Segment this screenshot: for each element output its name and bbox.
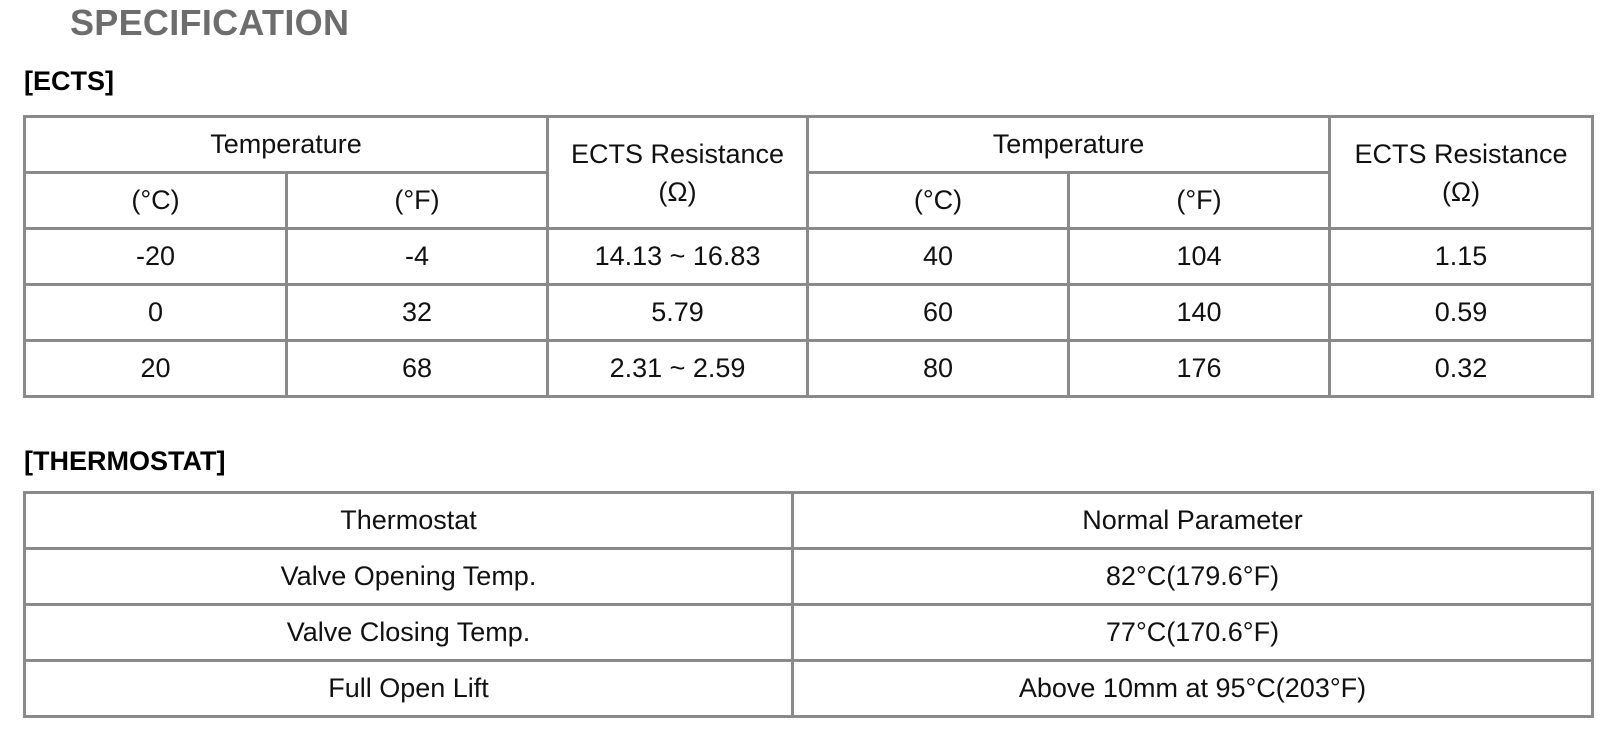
thermostat-section-title: [THERMOSTAT] bbox=[24, 446, 226, 476]
ects-unit-c-left: (°C) bbox=[25, 173, 287, 229]
thermostat-header-row bbox=[25, 493, 1593, 549]
ects-table bbox=[23, 115, 1594, 398]
table-row bbox=[25, 341, 1593, 397]
ects-header-resistance-left: ECTS Resistance (Ω) bbox=[548, 117, 808, 229]
ects-section-title: [ECTS] bbox=[24, 66, 114, 96]
page-title: SPECIFICATION bbox=[70, 2, 350, 43]
thermostat-value: 82°C(179.6°F) bbox=[793, 549, 1593, 605]
thermostat-value: Above 10mm at 95°C(203°F) bbox=[793, 661, 1593, 717]
thermostat-item: Full Open Lift bbox=[25, 661, 793, 717]
ects-cell-f2: 104 bbox=[1069, 229, 1330, 285]
thermostat-header-value: Normal Parameter bbox=[793, 493, 1593, 549]
thermostat-item: Valve Opening Temp. bbox=[25, 549, 793, 605]
ects-unit-f-right: (°F) bbox=[1069, 173, 1330, 229]
ects-header-resistance-right: ECTS Resistance (Ω) bbox=[1330, 117, 1593, 229]
table-row bbox=[25, 661, 1593, 717]
table-row bbox=[25, 549, 1593, 605]
ects-cell-r2: 1.15 bbox=[1330, 229, 1593, 285]
ects-cell-c1: -20 bbox=[25, 229, 287, 285]
ects-cell-c2: 40 bbox=[808, 229, 1069, 285]
ects-cell-f2: 176 bbox=[1069, 341, 1330, 397]
ects-cell-c2: 60 bbox=[808, 285, 1069, 341]
ects-header-row bbox=[25, 117, 1593, 173]
table-row bbox=[25, 285, 1593, 341]
ects-cell-f2: 140 bbox=[1069, 285, 1330, 341]
table-row bbox=[25, 605, 1593, 661]
table-row bbox=[25, 229, 1593, 285]
thermostat-value: 77°C(170.6°F) bbox=[793, 605, 1593, 661]
ects-header-temperature-left: Temperature bbox=[25, 117, 548, 173]
ects-cell-r1: 2.31 ~ 2.59 bbox=[548, 341, 808, 397]
ects-cell-r2: 0.59 bbox=[1330, 285, 1593, 341]
ects-cell-c1: 0 bbox=[25, 285, 287, 341]
ects-header-temperature-right: Temperature bbox=[808, 117, 1330, 173]
ects-cell-f1: 68 bbox=[287, 341, 548, 397]
thermostat-table bbox=[23, 491, 1594, 718]
thermostat-header-item: Thermostat bbox=[25, 493, 793, 549]
ects-cell-r1: 14.13 ~ 16.83 bbox=[548, 229, 808, 285]
ects-cell-r2: 0.32 bbox=[1330, 341, 1593, 397]
ects-cell-c1: 20 bbox=[25, 341, 287, 397]
ects-unit-f-left: (°F) bbox=[287, 173, 548, 229]
ects-cell-f1: 32 bbox=[287, 285, 548, 341]
ects-unit-c-right: (°C) bbox=[808, 173, 1069, 229]
ects-cell-r1: 5.79 bbox=[548, 285, 808, 341]
ects-cell-f1: -4 bbox=[287, 229, 548, 285]
thermostat-item: Valve Closing Temp. bbox=[25, 605, 793, 661]
ects-cell-c2: 80 bbox=[808, 341, 1069, 397]
